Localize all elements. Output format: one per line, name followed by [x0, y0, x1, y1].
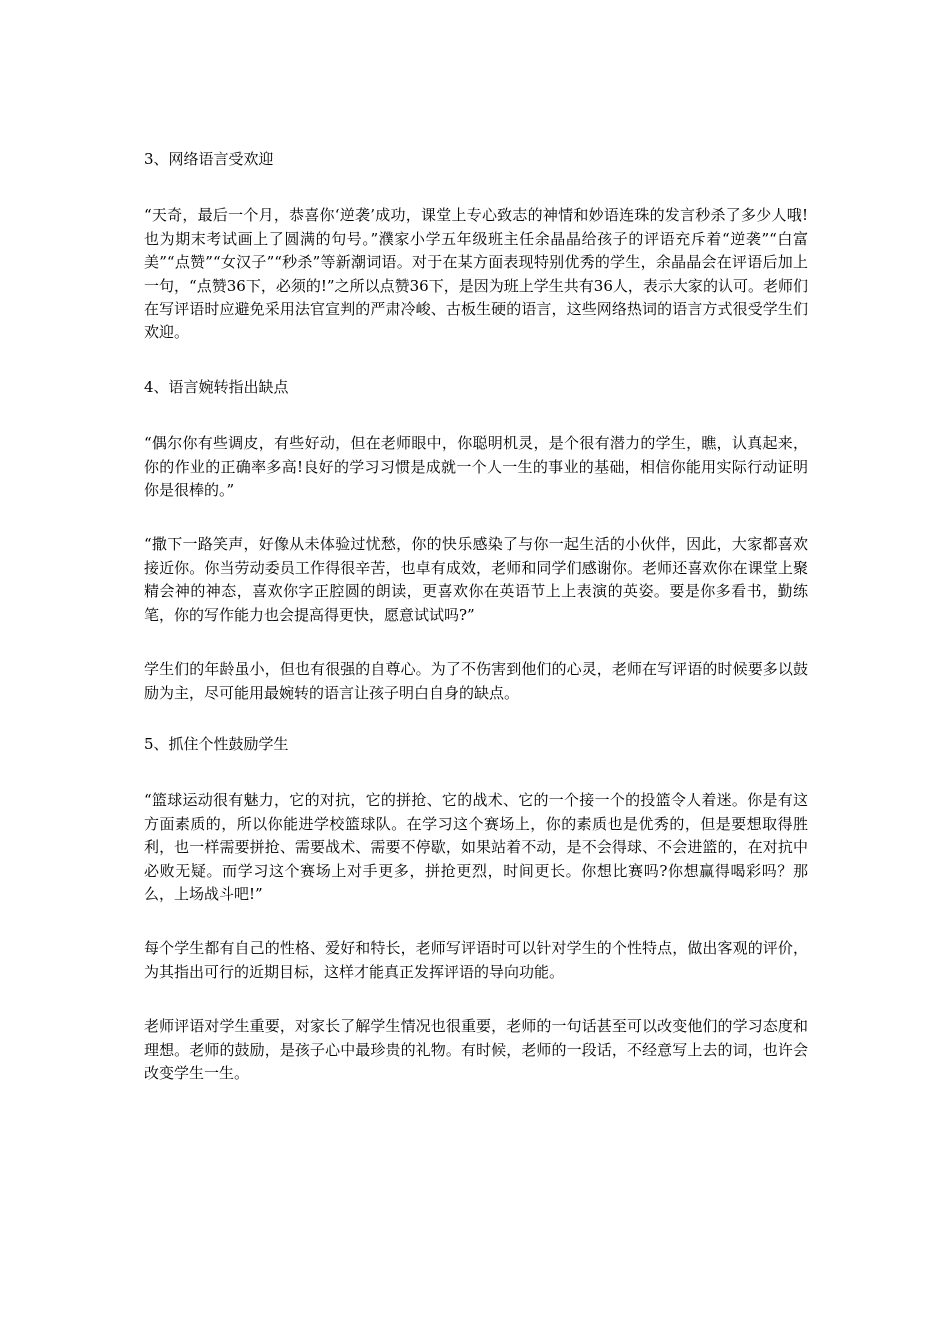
document-body	[144, 148, 808, 1085]
section-5-heading: 5、抓住个性鼓励学生	[144, 734, 289, 753]
section-4-paragraph-3: 学生们的年龄虽小，但也有很强的自尊心。为了不伤害到他们的心灵，老师在写评语的时候要多以鼓励为主，尽可能用最婉转的语言让孩子明白自身的缺点。	[144, 660, 808, 702]
section-3-paragraph-1: “天奇，最后一个月，恭喜你‘逆袭’成功，课堂上专心致志的神情和妙语连珠的发言秒杀了多少人哦!也为期末考试画上了圆满的句号。”濮家小学五年级班主任余晶晶给孩子的评语充斥着“逆袭”“白富美”“点赞”“女汉子”“秒杀”等新潮词语。对于在某方面表现特别优秀的学生，余晶晶会在评语后加上一句，“点赞36下，必须的!”之所以点赞36下，是因为班上学生共有36人，表示大家的认可。老师们在写评语时应避免采用法官宣判的严肃冷峻、古板生硬的语言，这些网络热词的语言方式很受学生们欢迎。	[144, 206, 808, 342]
section-5-paragraph-1: “篮球运动很有魅力，它的对抗，它的拼抢、它的战术、它的一个接一个的投篮令人着迷。你是有这方面素质的，所以你能进学校篮球队。在学习这个赛场上，你的素质也是优秀的，但是要想取得胜利，也一样需要拼抢、需要战术、需要不停歇，如果站着不动，是不会得球、不会进篮的，在对抗中必败无疑。而学习这个赛场上对手更多，拼抢更烈，时间更长。你想比赛吗?你想赢得喝彩吗？那么，上场战斗吧!”	[144, 791, 808, 903]
section-4-paragraph-1: “偶尔你有些调皮，有些好动，但在老师眼中，你聪明机灵，是个很有潜力的学生，瞧，认真起来，你的作业的正确率多高!良好的学习习惯是成就一个人一生的事业的基础，相信你能用实际行动证明你是很棒的。”	[144, 434, 808, 500]
section-4-paragraph-2: “撒下一路笑声，好像从未体验过忧愁，你的快乐感染了与你一起生活的小伙伴，因此，大家都喜欢接近你。你当劳动委员工作得很辛苦，也卓有成效，老师和同学们感谢你。老师还喜欢你在课堂上聚精会神的神态，喜欢你字正腔圆的朗读，更喜欢你在英语节上上表演的英姿。要是你多看书，勤练笔，你的写作能力也会提高得更快，愿意试试吗?”	[144, 535, 808, 624]
section-3-heading: 3、网络语言受欢迎	[144, 150, 274, 168]
section-4-heading: 4、语言婉转指出缺点	[144, 377, 289, 396]
section-5-paragraph-2: 每个学生都有自己的性格、爱好和特长，老师写评语时可以针对学生的个性特点，做出客观的评价，为其指出可行的近期目标，这样才能真正发挥评语的导向功能。	[144, 939, 808, 981]
section-5-paragraph-3: 老师评语对学生重要，对家长了解学生情况也很重要，老师的一句话甚至可以改变他们的学习态度和理想。老师的鼓励，是孩子心中最珍贵的礼物。有时候，老师的一段话，不经意写上去的词，也许会改变学生一生。	[144, 1017, 808, 1082]
